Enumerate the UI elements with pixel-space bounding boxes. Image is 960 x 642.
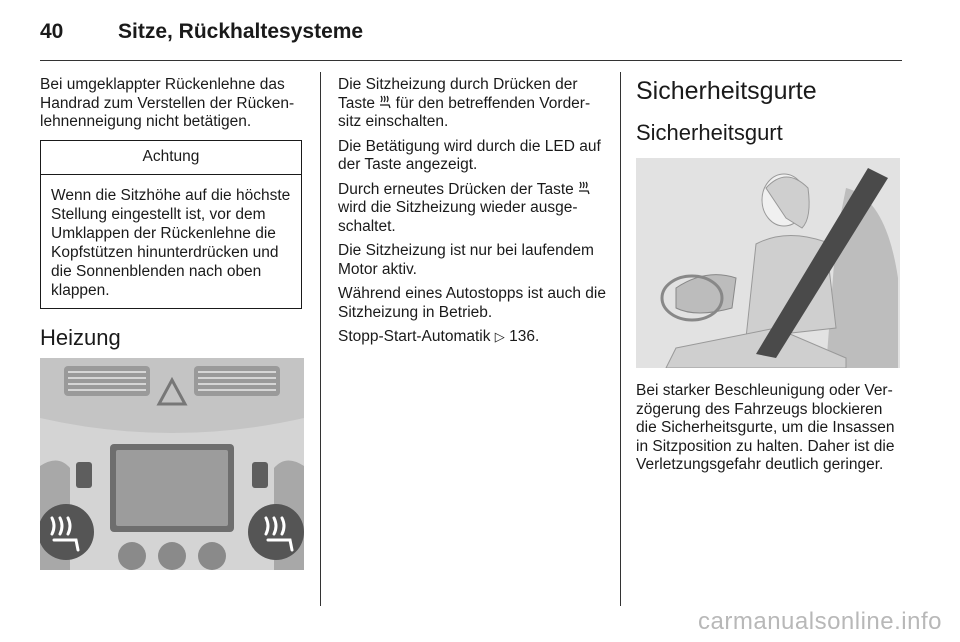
reference-arrow-icon: ▷ — [494, 330, 505, 345]
heading-heizung: Heizung — [40, 325, 121, 350]
intro-paragraph: Bei umgeklappter Rückenlehne das Handrad zum Verstellen der Rückenlehnenneigung nicht betätigen. — [40, 76, 295, 130]
paragraph-switch-on — [338, 76, 606, 132]
warning-box — [40, 140, 302, 310]
column-divider-right — [620, 72, 621, 606]
column-2 — [338, 76, 606, 354]
column-divider-left — [320, 72, 321, 606]
text-segment: Die Sitzheizung durch Drücken der Taste — [338, 76, 578, 112]
warning-text: Wenn die Sitzhöhe auf die höchste Stellung eingestellt ist, vor dem Umklappen der Rückenlehne die Kopfstützen hinunterdrücken und die Sonnenblenden nach oben klappen. — [51, 187, 291, 299]
paragraph-autostop: Während eines Autostopps ist auch die Sitzheizung in Betrieb. — [338, 285, 606, 321]
paragraph-reference[interactable] — [338, 328, 606, 348]
heading-sicherheitsgurte: Sicherheitsgurte — [636, 77, 817, 105]
text-segment: wird die Sitzheizung wieder ausgeschaltet. — [338, 199, 578, 235]
column-3 — [636, 76, 902, 481]
seatbelt-paragraph: Bei starker Beschleunigung oder Verzögerung des Fahrzeugs blockieren die Sicherheitsgurte, um die Insassen in Sitzposition zu halten. Daher ist die Verletzungsgefahr deutlich geringer. — [636, 382, 895, 473]
seat-heating-icon — [379, 95, 391, 109]
paragraph-led: Die Betätigung wird durch die LED auf der Taste angezeigt. — [338, 137, 601, 173]
page-number: 40 — [40, 20, 64, 43]
paragraph-switch-off — [338, 181, 606, 237]
reference-page[interactable]: 136. — [504, 328, 540, 345]
warning-title: Achtung — [41, 141, 301, 176]
chapter-title: Sitze, Rückhaltesysteme — [118, 20, 364, 43]
column-1 — [40, 76, 304, 570]
text-segment: Stopp-Start-Automatik — [338, 328, 495, 345]
paragraph-engine: Die Sitzheizung ist nur bei laufendem Motor aktiv. — [338, 242, 594, 278]
heading-sicherheitsgurt: Sicherheitsgurt — [636, 120, 783, 145]
header-rule — [40, 60, 902, 61]
dashboard-seat-heating-illustration — [40, 358, 304, 570]
seat-heating-icon — [578, 181, 590, 195]
text-segment: für den betreffenden Vordersitz einschalten. — [338, 94, 591, 130]
watermark: carmanualsonline.info — [698, 608, 942, 635]
page-header — [40, 18, 902, 62]
seatbelt-illustration — [636, 158, 900, 368]
text-segment: Durch erneutes Drücken der Taste — [338, 180, 579, 198]
